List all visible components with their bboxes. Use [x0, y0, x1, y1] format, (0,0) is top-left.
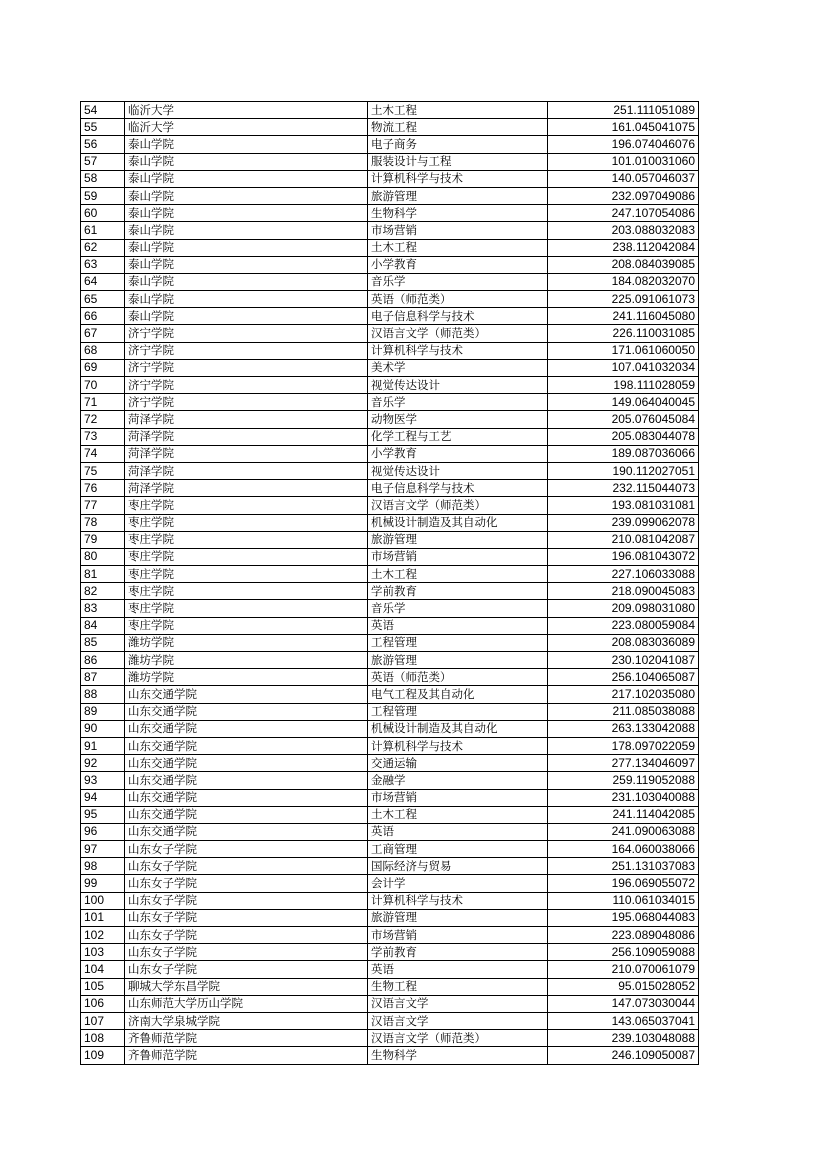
- major-name-cell: 美术学: [368, 359, 548, 376]
- row-number-cell: 77: [81, 497, 125, 514]
- row-number-cell: 73: [81, 428, 125, 445]
- score-cell: 210.081042087: [548, 531, 699, 548]
- major-name-cell: 化学工程与工艺: [368, 428, 548, 445]
- score-cell: 196.081043072: [548, 548, 699, 565]
- school-name-cell: 潍坊学院: [125, 652, 368, 669]
- school-name-cell: 菏泽学院: [125, 462, 368, 479]
- table-row: [81, 686, 699, 703]
- major-name-cell: 英语: [368, 823, 548, 840]
- school-name-cell: 菏泽学院: [125, 411, 368, 428]
- major-name-cell: 计算机科学与技术: [368, 892, 548, 909]
- row-number-cell: 98: [81, 858, 125, 875]
- table-row: [81, 342, 699, 359]
- school-name-cell: 山东师范大学历山学院: [125, 995, 368, 1012]
- table-row: [81, 445, 699, 462]
- major-name-cell: 电子信息科学与技术: [368, 308, 548, 325]
- table-row: [81, 583, 699, 600]
- school-name-cell: 临沂大学: [125, 119, 368, 136]
- table-row: [81, 428, 699, 445]
- table-row: [81, 875, 699, 892]
- score-cell: 225.091061073: [548, 291, 699, 308]
- major-name-cell: 电子信息科学与技术: [368, 480, 548, 497]
- major-name-cell: 机械设计制造及其自动化: [368, 720, 548, 737]
- row-number-cell: 104: [81, 961, 125, 978]
- table-row: [81, 222, 699, 239]
- score-cell: 184.082032070: [548, 273, 699, 290]
- school-name-cell: 泰山学院: [125, 273, 368, 290]
- table-row: [81, 634, 699, 651]
- school-name-cell: 山东交通学院: [125, 686, 368, 703]
- score-cell: 140.057046037: [548, 170, 699, 187]
- major-name-cell: 生物科学: [368, 205, 548, 222]
- school-name-cell: 泰山学院: [125, 153, 368, 170]
- table-row: [81, 789, 699, 806]
- score-cell: 198.111028059: [548, 377, 699, 394]
- score-cell: 208.083036089: [548, 634, 699, 651]
- score-cell: 231.103040088: [548, 789, 699, 806]
- table-row: [81, 566, 699, 583]
- major-name-cell: 英语（师范类）: [368, 669, 548, 686]
- score-cell: 241.090063088: [548, 823, 699, 840]
- row-number-cell: 108: [81, 1030, 125, 1047]
- school-name-cell: 菏泽学院: [125, 445, 368, 462]
- score-cell: 223.089048086: [548, 927, 699, 944]
- major-name-cell: 英语: [368, 617, 548, 634]
- school-name-cell: 潍坊学院: [125, 634, 368, 651]
- school-name-cell: 山东交通学院: [125, 703, 368, 720]
- row-number-cell: 63: [81, 256, 125, 273]
- score-cell: 239.103048088: [548, 1030, 699, 1047]
- row-number-cell: 99: [81, 875, 125, 892]
- table-row: [81, 961, 699, 978]
- major-name-cell: 小学教育: [368, 256, 548, 273]
- score-cell: 241.114042085: [548, 806, 699, 823]
- table-row: [81, 359, 699, 376]
- school-name-cell: 山东女子学院: [125, 927, 368, 944]
- school-name-cell: 泰山学院: [125, 170, 368, 187]
- school-name-cell: 菏泽学院: [125, 480, 368, 497]
- major-name-cell: 汉语言文学（师范类）: [368, 497, 548, 514]
- row-number-cell: 57: [81, 153, 125, 170]
- major-name-cell: 国际经济与贸易: [368, 858, 548, 875]
- row-number-cell: 56: [81, 136, 125, 153]
- row-number-cell: 100: [81, 892, 125, 909]
- major-name-cell: 交通运输: [368, 755, 548, 772]
- table-row: [81, 892, 699, 909]
- score-cell: 223.080059084: [548, 617, 699, 634]
- row-number-cell: 61: [81, 222, 125, 239]
- school-name-cell: 山东女子学院: [125, 858, 368, 875]
- score-cell: 196.074046076: [548, 136, 699, 153]
- score-cell: 196.069055072: [548, 875, 699, 892]
- major-name-cell: 工程管理: [368, 703, 548, 720]
- row-number-cell: 59: [81, 187, 125, 204]
- score-cell: 203.088032083: [548, 222, 699, 239]
- school-name-cell: 济南大学泉城学院: [125, 1012, 368, 1029]
- major-name-cell: 旅游管理: [368, 531, 548, 548]
- row-number-cell: 71: [81, 394, 125, 411]
- score-table: [80, 101, 699, 1065]
- score-cell: 263.133042088: [548, 720, 699, 737]
- score-cell: 232.097049086: [548, 187, 699, 204]
- score-cell: 232.115044073: [548, 480, 699, 497]
- table-row: [81, 514, 699, 531]
- row-number-cell: 62: [81, 239, 125, 256]
- row-number-cell: 94: [81, 789, 125, 806]
- school-name-cell: 枣庄学院: [125, 617, 368, 634]
- score-cell: 256.109059088: [548, 944, 699, 961]
- school-name-cell: 枣庄学院: [125, 497, 368, 514]
- row-number-cell: 55: [81, 119, 125, 136]
- school-name-cell: 济宁学院: [125, 377, 368, 394]
- score-cell: 147.073030044: [548, 995, 699, 1012]
- row-number-cell: 87: [81, 669, 125, 686]
- table-row: [81, 600, 699, 617]
- row-number-cell: 85: [81, 634, 125, 651]
- school-name-cell: 山东交通学院: [125, 755, 368, 772]
- score-cell: 251.131037083: [548, 858, 699, 875]
- major-name-cell: 金融学: [368, 772, 548, 789]
- major-name-cell: 音乐学: [368, 394, 548, 411]
- score-cell: 171.061060050: [548, 342, 699, 359]
- table-row: [81, 377, 699, 394]
- row-number-cell: 75: [81, 462, 125, 479]
- school-name-cell: 泰山学院: [125, 239, 368, 256]
- major-name-cell: 汉语言文学: [368, 1012, 548, 1029]
- score-cell: 218.090045083: [548, 583, 699, 600]
- table-row: [81, 927, 699, 944]
- row-number-cell: 80: [81, 548, 125, 565]
- major-name-cell: 视觉传达设计: [368, 377, 548, 394]
- school-name-cell: 山东交通学院: [125, 737, 368, 754]
- row-number-cell: 70: [81, 377, 125, 394]
- table-row: [81, 531, 699, 548]
- school-name-cell: 泰山学院: [125, 187, 368, 204]
- school-name-cell: 山东女子学院: [125, 909, 368, 926]
- table-row: [81, 153, 699, 170]
- score-cell: 227.106033088: [548, 566, 699, 583]
- major-name-cell: 市场营销: [368, 548, 548, 565]
- row-number-cell: 79: [81, 531, 125, 548]
- score-cell: 251.111051089: [548, 102, 699, 119]
- table-row: [81, 239, 699, 256]
- row-number-cell: 76: [81, 480, 125, 497]
- row-number-cell: 78: [81, 514, 125, 531]
- row-number-cell: 68: [81, 342, 125, 359]
- score-cell: 239.099062078: [548, 514, 699, 531]
- major-name-cell: 物流工程: [368, 119, 548, 136]
- major-name-cell: 电子商务: [368, 136, 548, 153]
- table-row: [81, 291, 699, 308]
- table-row: [81, 944, 699, 961]
- major-name-cell: 计算机科学与技术: [368, 342, 548, 359]
- major-name-cell: 旅游管理: [368, 187, 548, 204]
- score-cell: 143.065037041: [548, 1012, 699, 1029]
- score-cell: 247.107054086: [548, 205, 699, 222]
- row-number-cell: 64: [81, 273, 125, 290]
- table-row: [81, 995, 699, 1012]
- row-number-cell: 103: [81, 944, 125, 961]
- table-row: [81, 617, 699, 634]
- score-cell: 208.084039085: [548, 256, 699, 273]
- major-name-cell: 生物科学: [368, 1047, 548, 1064]
- major-name-cell: 土木工程: [368, 566, 548, 583]
- row-number-cell: 54: [81, 102, 125, 119]
- table-row: [81, 462, 699, 479]
- score-cell: 205.076045084: [548, 411, 699, 428]
- row-number-cell: 109: [81, 1047, 125, 1064]
- row-number-cell: 60: [81, 205, 125, 222]
- table-row: [81, 909, 699, 926]
- score-cell: 195.068044083: [548, 909, 699, 926]
- score-cell: 189.087036066: [548, 445, 699, 462]
- major-name-cell: 电气工程及其自动化: [368, 686, 548, 703]
- score-cell: 241.116045080: [548, 308, 699, 325]
- school-name-cell: 泰山学院: [125, 205, 368, 222]
- school-name-cell: 菏泽学院: [125, 428, 368, 445]
- row-number-cell: 69: [81, 359, 125, 376]
- school-name-cell: 泰山学院: [125, 136, 368, 153]
- school-name-cell: 枣庄学院: [125, 548, 368, 565]
- table-row: [81, 755, 699, 772]
- table-row: [81, 325, 699, 342]
- row-number-cell: 84: [81, 617, 125, 634]
- school-name-cell: 山东女子学院: [125, 944, 368, 961]
- table-row: [81, 823, 699, 840]
- school-name-cell: 济宁学院: [125, 325, 368, 342]
- row-number-cell: 107: [81, 1012, 125, 1029]
- school-name-cell: 山东交通学院: [125, 806, 368, 823]
- major-name-cell: 工程管理: [368, 634, 548, 651]
- score-cell: 238.112042084: [548, 239, 699, 256]
- row-number-cell: 66: [81, 308, 125, 325]
- major-name-cell: 计算机科学与技术: [368, 737, 548, 754]
- score-cell: 149.064040045: [548, 394, 699, 411]
- row-number-cell: 86: [81, 652, 125, 669]
- score-cell: 226.110031085: [548, 325, 699, 342]
- table-row: [81, 102, 699, 119]
- school-name-cell: 济宁学院: [125, 342, 368, 359]
- school-name-cell: 泰山学院: [125, 256, 368, 273]
- school-name-cell: 临沂大学: [125, 102, 368, 119]
- row-number-cell: 65: [81, 291, 125, 308]
- table-row: [81, 669, 699, 686]
- school-name-cell: 泰山学院: [125, 291, 368, 308]
- table-row: [81, 703, 699, 720]
- row-number-cell: 67: [81, 325, 125, 342]
- score-cell: 95.015028052: [548, 978, 699, 995]
- table-row: [81, 136, 699, 153]
- school-name-cell: 泰山学院: [125, 222, 368, 239]
- table-row: [81, 480, 699, 497]
- table-row: [81, 737, 699, 754]
- score-cell: 277.134046097: [548, 755, 699, 772]
- row-number-cell: 81: [81, 566, 125, 583]
- table-row: [81, 308, 699, 325]
- major-name-cell: 市场营销: [368, 927, 548, 944]
- score-cell: 256.104065087: [548, 669, 699, 686]
- score-table-body: [81, 102, 699, 1065]
- table-row: [81, 119, 699, 136]
- score-cell: 205.083044078: [548, 428, 699, 445]
- school-name-cell: 山东女子学院: [125, 892, 368, 909]
- major-name-cell: 音乐学: [368, 600, 548, 617]
- school-name-cell: 齐鲁师范学院: [125, 1030, 368, 1047]
- row-number-cell: 74: [81, 445, 125, 462]
- major-name-cell: 旅游管理: [368, 652, 548, 669]
- score-cell: 161.045041075: [548, 119, 699, 136]
- major-name-cell: 服装设计与工程: [368, 153, 548, 170]
- table-row: [81, 548, 699, 565]
- row-number-cell: 58: [81, 170, 125, 187]
- table-row: [81, 273, 699, 290]
- major-name-cell: 土木工程: [368, 102, 548, 119]
- table-row: [81, 806, 699, 823]
- score-cell: 210.070061079: [548, 961, 699, 978]
- row-number-cell: 91: [81, 737, 125, 754]
- major-name-cell: 英语（师范类）: [368, 291, 548, 308]
- row-number-cell: 97: [81, 841, 125, 858]
- table-row: [81, 497, 699, 514]
- row-number-cell: 95: [81, 806, 125, 823]
- table-row: [81, 841, 699, 858]
- major-name-cell: 工商管理: [368, 841, 548, 858]
- row-number-cell: 102: [81, 927, 125, 944]
- major-name-cell: 动物医学: [368, 411, 548, 428]
- school-name-cell: 齐鲁师范学院: [125, 1047, 368, 1064]
- row-number-cell: 82: [81, 583, 125, 600]
- table-row: [81, 1030, 699, 1047]
- school-name-cell: 枣庄学院: [125, 531, 368, 548]
- row-number-cell: 93: [81, 772, 125, 789]
- major-name-cell: 计算机科学与技术: [368, 170, 548, 187]
- major-name-cell: 英语: [368, 961, 548, 978]
- table-row: [81, 256, 699, 273]
- row-number-cell: 72: [81, 411, 125, 428]
- school-name-cell: 济宁学院: [125, 359, 368, 376]
- school-name-cell: 山东女子学院: [125, 841, 368, 858]
- table-row: [81, 170, 699, 187]
- row-number-cell: 90: [81, 720, 125, 737]
- major-name-cell: 汉语言文学（师范类）: [368, 325, 548, 342]
- score-cell: 230.102041087: [548, 652, 699, 669]
- table-row: [81, 978, 699, 995]
- table-row: [81, 652, 699, 669]
- score-cell: 178.097022059: [548, 737, 699, 754]
- major-name-cell: 市场营销: [368, 789, 548, 806]
- school-name-cell: 枣庄学院: [125, 514, 368, 531]
- table-row: [81, 411, 699, 428]
- major-name-cell: 机械设计制造及其自动化: [368, 514, 548, 531]
- major-name-cell: 汉语言文学: [368, 995, 548, 1012]
- score-cell: 110.061034015: [548, 892, 699, 909]
- score-cell: 209.098031080: [548, 600, 699, 617]
- score-cell: 246.109050087: [548, 1047, 699, 1064]
- school-name-cell: 枣庄学院: [125, 566, 368, 583]
- table-row: [81, 187, 699, 204]
- row-number-cell: 105: [81, 978, 125, 995]
- school-name-cell: 山东交通学院: [125, 823, 368, 840]
- score-cell: 101.010031060: [548, 153, 699, 170]
- school-name-cell: 山东交通学院: [125, 789, 368, 806]
- school-name-cell: 潍坊学院: [125, 669, 368, 686]
- score-cell: 107.041032034: [548, 359, 699, 376]
- table-row: [81, 772, 699, 789]
- major-name-cell: 学前教育: [368, 944, 548, 961]
- row-number-cell: 106: [81, 995, 125, 1012]
- major-name-cell: 旅游管理: [368, 909, 548, 926]
- major-name-cell: 市场营销: [368, 222, 548, 239]
- score-cell: 217.102035080: [548, 686, 699, 703]
- major-name-cell: 学前教育: [368, 583, 548, 600]
- score-cell: 259.119052088: [548, 772, 699, 789]
- major-name-cell: 视觉传达设计: [368, 462, 548, 479]
- table-row: [81, 394, 699, 411]
- row-number-cell: 83: [81, 600, 125, 617]
- major-name-cell: 土木工程: [368, 239, 548, 256]
- table-row: [81, 858, 699, 875]
- school-name-cell: 山东交通学院: [125, 772, 368, 789]
- major-name-cell: 生物工程: [368, 978, 548, 995]
- major-name-cell: 土木工程: [368, 806, 548, 823]
- table-row: [81, 1047, 699, 1064]
- school-name-cell: 济宁学院: [125, 394, 368, 411]
- school-name-cell: 山东交通学院: [125, 720, 368, 737]
- school-name-cell: 枣庄学院: [125, 583, 368, 600]
- school-name-cell: 山东女子学院: [125, 875, 368, 892]
- major-name-cell: 小学教育: [368, 445, 548, 462]
- major-name-cell: 会计学: [368, 875, 548, 892]
- row-number-cell: 89: [81, 703, 125, 720]
- school-name-cell: 聊城大学东昌学院: [125, 978, 368, 995]
- score-cell: 164.060038066: [548, 841, 699, 858]
- school-name-cell: 枣庄学院: [125, 600, 368, 617]
- table-row: [81, 205, 699, 222]
- table-row: [81, 720, 699, 737]
- score-cell: 190.112027051: [548, 462, 699, 479]
- major-name-cell: 汉语言文学（师范类）: [368, 1030, 548, 1047]
- score-cell: 211.085038088: [548, 703, 699, 720]
- row-number-cell: 88: [81, 686, 125, 703]
- table-row: [81, 1012, 699, 1029]
- row-number-cell: 92: [81, 755, 125, 772]
- row-number-cell: 101: [81, 909, 125, 926]
- school-name-cell: 泰山学院: [125, 308, 368, 325]
- row-number-cell: 96: [81, 823, 125, 840]
- major-name-cell: 音乐学: [368, 273, 548, 290]
- score-cell: 193.081031081: [548, 497, 699, 514]
- school-name-cell: 山东女子学院: [125, 961, 368, 978]
